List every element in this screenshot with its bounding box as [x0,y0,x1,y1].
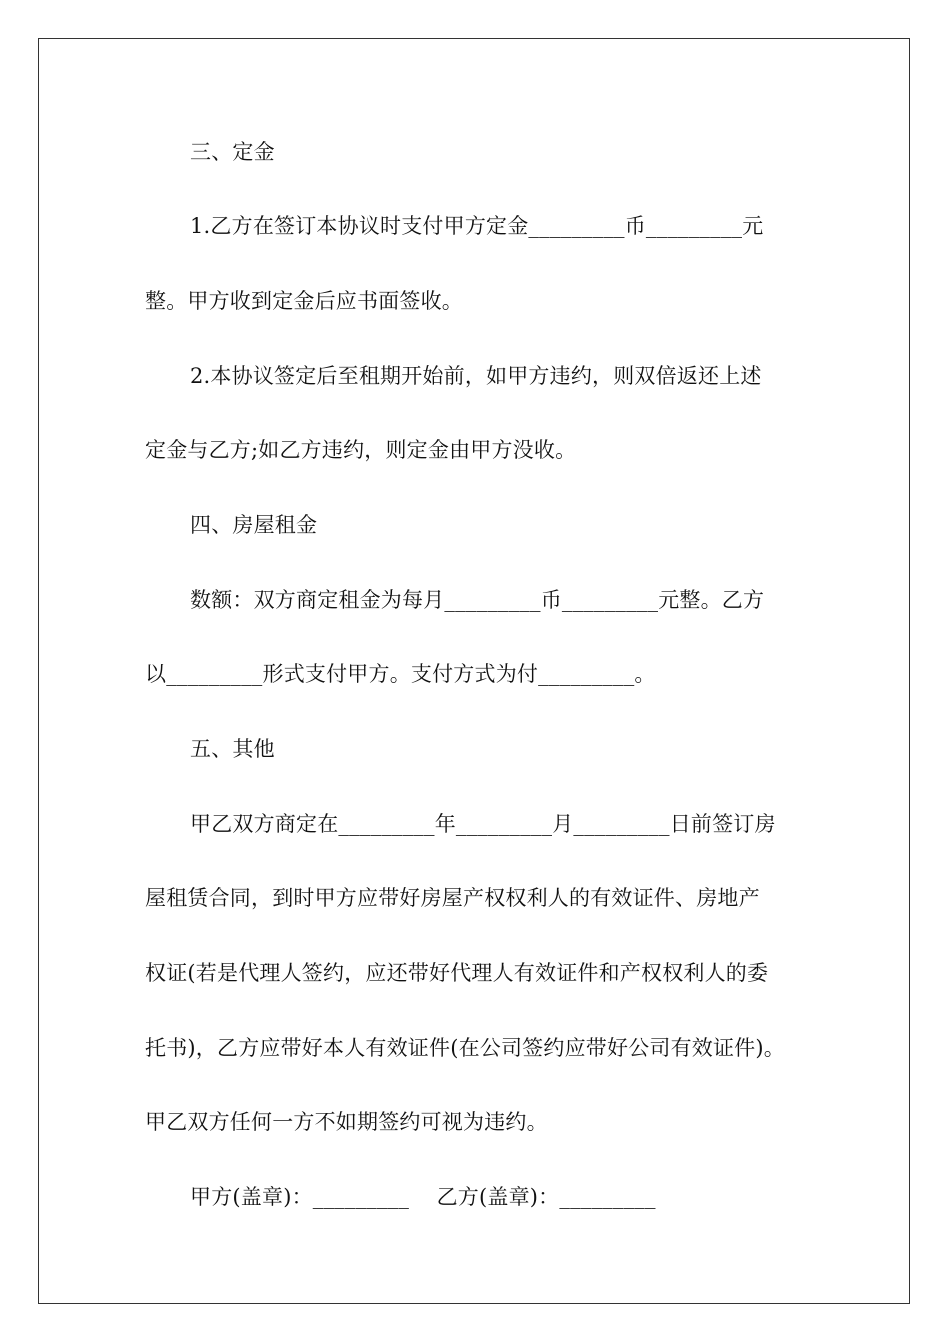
paragraph-line: 定金与乙方;如乙方违约，则定金由甲方没收。 [145,438,577,462]
paragraph-line: 权证(若是代理人签约，应还带好代理人有效证件和产权权利人的委 [145,961,769,985]
paragraph-line: 托书)，乙方应带好本人有效证件(在公司签约应带好公司有效证件)。 [145,1036,785,1060]
section-heading-rent: 四、房屋租金 [190,513,318,537]
paragraph-line: 屋租赁合同，到时甲方应带好房屋产权权利人的有效证件、房地产 [145,886,760,910]
section-heading-other: 五、其他 [190,737,275,761]
paragraph-line: 1.乙方在签订本协议时支付甲方定金_________币_________元 [190,214,764,238]
paragraph-line: 甲乙双方商定在_________年_________月_________日前签订房 [190,812,776,836]
signature-line: 甲方(盖章)：_________ 乙方(盖章)：_________ [190,1185,656,1209]
section-heading-deposit: 三、定金 [190,140,275,164]
paragraph-line: 甲乙双方任何一方不如期签约可视为违约。 [145,1110,548,1134]
paragraph-line: 数额：双方商定租金为每月_________币_________元整。乙方 [190,588,765,612]
paragraph-line: 2.本协议签定后至租期开始前，如甲方违约，则双倍返还上述 [190,364,762,388]
paragraph-line: 以_________形式支付甲方。支付方式为付_________。 [145,662,656,686]
paragraph-line: 整。甲方收到定金后应书面签收。 [145,289,463,313]
